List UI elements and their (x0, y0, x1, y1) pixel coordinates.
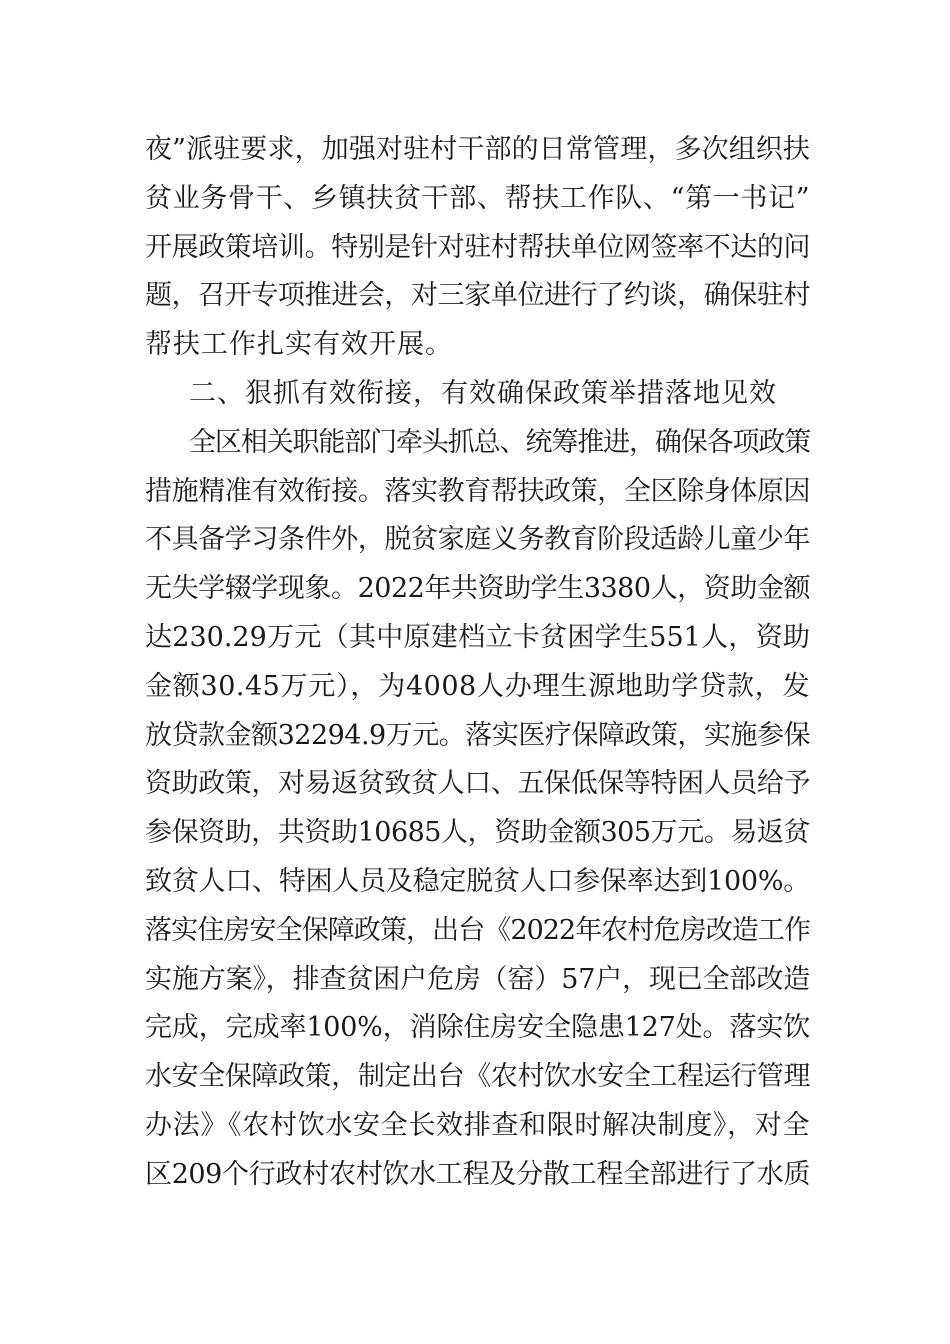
text-line: 实施方案》，排查贫困户危房（窑）57户，现已全部改造 (145, 963, 810, 995)
text-line: 完成，完成率100%，消除住房安全隐患127处。落实饮 (145, 1012, 810, 1044)
text-line: 帮扶工作扎实有效开展。 (145, 329, 453, 361)
text-line: 落实住房安全保障政策，出台《2022年农村危房改造工作 (145, 914, 810, 946)
section-heading: 二、狠抓有效衔接，有效确保政策举措落地见效 (189, 377, 777, 409)
text-line: 无失学辍学现象。2022年共资助学生3380人，资助金额 (145, 573, 810, 605)
text-line: 不具备学习条件外，脱贫家庭义务教育阶段适龄儿童少年 (145, 524, 810, 556)
text-line: 措施精准有效衔接。落实教育帮扶政策，全区除身体原因 (145, 475, 810, 507)
text-line: 金额30.45万元），为4008人办理生源地助学贷款，发 (145, 670, 810, 702)
paragraph-1 (145, 126, 810, 370)
text-line: 致贫人口、特困人员及稳定脱贫人口参保率达到100%。 (145, 865, 810, 897)
text-line: 全区相关职能部门牵头抓总、统筹推进，确保各项政策 (189, 426, 810, 458)
text-line: 贫业务骨干、乡镇扶贫干部、帮扶工作队、“第一书记” (145, 182, 810, 214)
text-line: 参保资助，共资助10685人，资助金额305万元。易返贫 (145, 817, 810, 849)
paragraph-2 (145, 419, 810, 1200)
text-line: 区209个行政村农村饮水工程及分散工程全部进行了水质 (145, 1158, 810, 1190)
text-line: 夜”派驻要求，加强对驻村干部的日常管理，多次组织扶 (145, 134, 810, 165)
text-line: 水安全保障政策，制定出台《农村饮水安全工程运行管理 (145, 1061, 810, 1093)
document-body (145, 126, 810, 1200)
text-line: 达230.29万元（其中原建档立卡贫困学生551人，资助 (145, 621, 810, 653)
text-line: 题，召开专项推进会，对三家单位进行了约谈，确保驻村 (145, 280, 810, 312)
text-line: 放贷款金额32294.9万元。落实医疗保障政策，实施参保 (145, 719, 810, 751)
text-line: 开展政策培训。特别是针对驻村帮扶单位网签率不达的问 (145, 231, 810, 263)
text-line: 办法》《农村饮水安全长效排查和限时解决制度》，对全 (145, 1109, 810, 1141)
text-line: 资助政策，对易返贫致贫人口、五保低保等特困人员给予 (145, 768, 810, 800)
